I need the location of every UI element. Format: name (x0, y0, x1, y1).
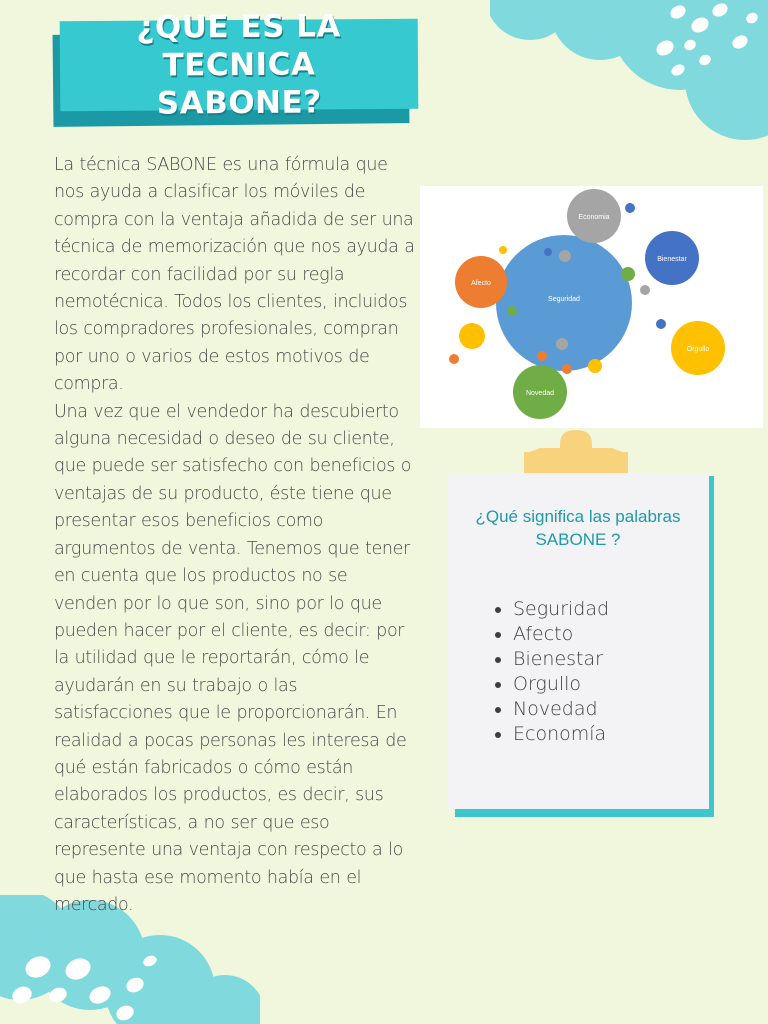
page-title (89, 7, 390, 123)
bubble-label-bienestar: Bienestar (657, 256, 687, 263)
list-item: • Seguridad (513, 597, 609, 622)
bubble-label-orgullo: Orgullo (686, 346, 710, 353)
bubble-label-seguridad: Seguridad (548, 296, 580, 303)
sabone-card (447, 473, 709, 809)
bubble-label-economia: Economia (578, 214, 610, 221)
card-title-line-1: ¿Qué significa las palabras (475, 507, 681, 526)
list-item: • Afecto (513, 622, 609, 647)
sabone-bubble-diagram (420, 186, 763, 428)
page-title-line-2: SABONE? (156, 84, 322, 122)
decorative-cloud-top (490, 0, 768, 140)
list-item: • Novedad (513, 697, 609, 722)
sabone-list (491, 597, 609, 747)
list-item: • Bienestar (513, 647, 609, 672)
title-banner (60, 8, 419, 122)
list-item: • Orgullo (513, 672, 609, 697)
paragraph-intro: La técnica SABONE es una fórmula que nos ayuda a clasificar los móviles de compra con la ventaja añadida de ser una técnica de memorización que nos ayuda a recordar con facilidad por su regla nemotécnica. Todos los clientes, incluidos los compradores profesionales, compran por uno o varios de estos motivos de compra. (54, 155, 415, 395)
card-title (447, 505, 709, 551)
list-item: • Economía (513, 722, 609, 747)
body-text (54, 152, 416, 919)
card-tape (520, 430, 632, 478)
card-title-line-2: SABONE ? (535, 530, 621, 549)
page-title-line-1: ¿QUE ES LA TECNICA (136, 8, 342, 84)
bubble-label-novedad: Novedad (525, 390, 555, 397)
bubble-label-afecto: Afecto (471, 280, 491, 287)
paragraph-details: Una vez que el vendedor ha descubierto alguna necesidad o deseo de su cliente, que puede ser satisfecho con beneficios o ventajas de su producto, éste tiene que presentar esos beneficios como argumentos de venta. Tenemos que tener en cuenta que los productos no se venden por lo que son, sino por lo que pueden hacer por el cliente, es decir: por la utilidad que le reportarán, cómo le ayudarán en su trabajo o las satisfacciones que le proporcionarán. En realidad a pocas personas les interesa de qué están fabricados o cómo están elaborados los productos, es decir, sus características, a no ser que eso represente una ventaja con respecto a lo que hasta ese momento había en el mercado. (54, 401, 412, 915)
